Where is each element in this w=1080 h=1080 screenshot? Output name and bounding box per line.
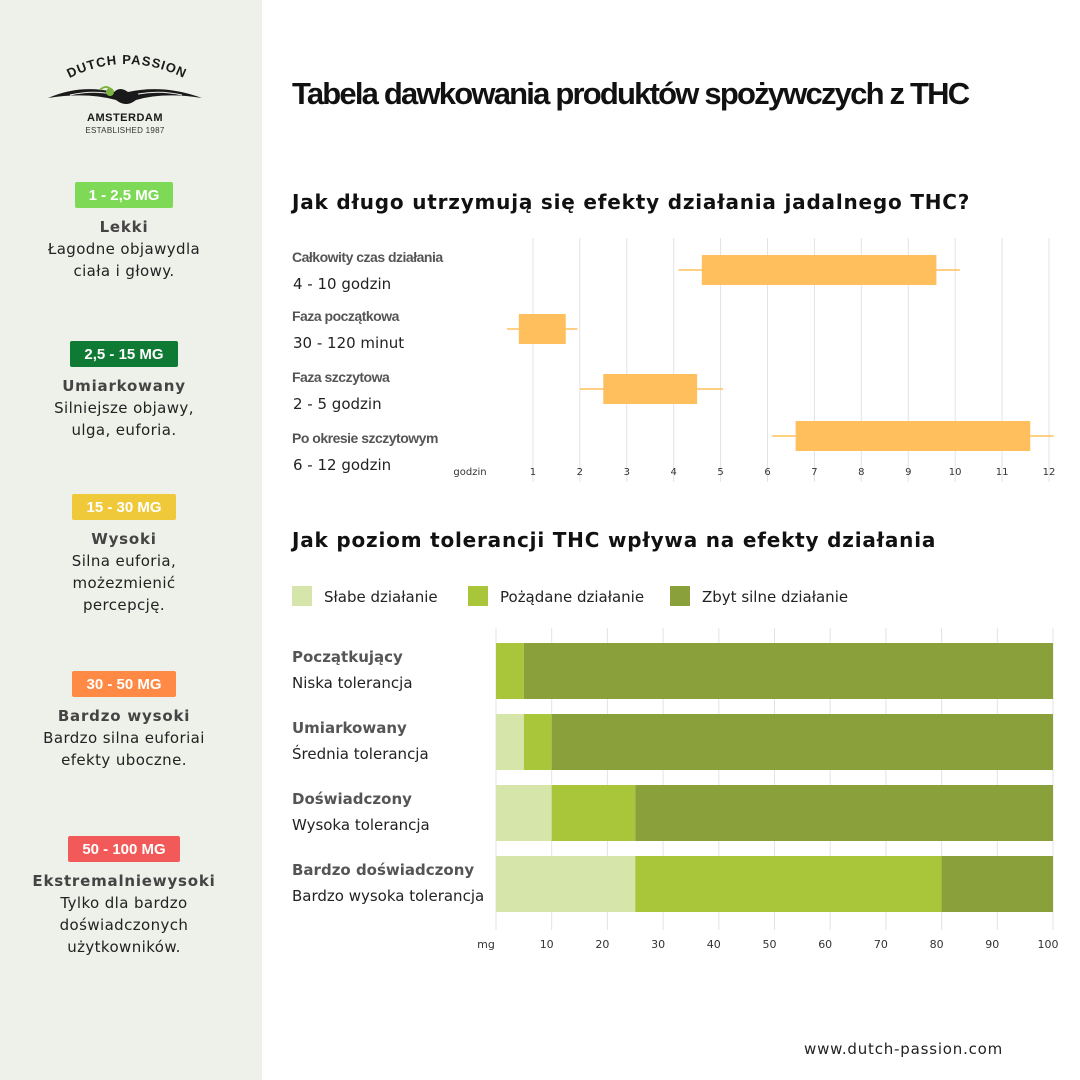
x-tick-label: 4 xyxy=(670,467,677,478)
stacked-bar-segment xyxy=(496,785,552,841)
dose-level-name: Bardzo wysoki xyxy=(57,707,191,725)
x-tick-label: 20 xyxy=(595,938,610,951)
x-tick-label: 50 xyxy=(762,938,777,951)
website-url: www.dutch-passion.com xyxy=(804,1040,1004,1058)
x-tick-label: 1 xyxy=(529,467,537,478)
legend-swatch xyxy=(670,586,690,606)
x-tick-label: 80 xyxy=(929,938,944,951)
category-label: Początkujący xyxy=(292,648,403,666)
x-tick-label: 60 xyxy=(818,938,833,951)
stacked-bar-segment xyxy=(496,643,524,699)
phase-label: Całkowity czas działania xyxy=(292,249,443,265)
phase-label: Po okresie szczytowym xyxy=(292,430,438,446)
logo-city: AMSTERDAM xyxy=(87,112,163,124)
x-tick-label: 12 xyxy=(1042,467,1056,478)
stacked-bar-segment xyxy=(552,714,1053,770)
legend-label: Pożądane działanie xyxy=(500,588,645,606)
stacked-bar-segment xyxy=(635,856,941,912)
x-tick-label: 70 xyxy=(873,938,888,951)
description-line: Łagodne objawydla xyxy=(47,240,201,258)
x-tick-label: 10 xyxy=(539,938,554,951)
x-tick-label: 11 xyxy=(995,467,1009,478)
x-tick-label: 30 xyxy=(651,938,666,951)
stacked-bar-segment xyxy=(524,714,552,770)
phase-label: Faza szczytowa xyxy=(292,369,390,385)
description-line: percepcję. xyxy=(83,596,165,614)
phase-duration: 2 - 5 godzin xyxy=(293,395,382,413)
category-sublabel: Wysoka tolerancja xyxy=(292,816,430,834)
legend-label: Zbyt silne działanie xyxy=(702,588,849,606)
stacked-bar-segment xyxy=(942,856,1053,912)
x-axis-label: mg xyxy=(477,938,495,951)
stacked-bar-segment xyxy=(524,643,1053,699)
category-sublabel: Średnia tolerancja xyxy=(292,745,429,763)
dose-badge: 1 - 2,5 MG xyxy=(75,182,174,208)
category-sublabel: Bardzo wysoka tolerancja xyxy=(292,887,485,905)
svg-text:DUTCH PASSION: DUTCH PASSION xyxy=(64,51,190,81)
dose-badge: 2,5 - 15 MG xyxy=(70,341,177,367)
dose-badge: 15 - 30 MG xyxy=(72,494,175,520)
category-label: Umiarkowany xyxy=(292,719,407,737)
x-tick-label: 6 xyxy=(764,467,771,478)
description-line: doświadczonych xyxy=(59,916,189,934)
page-title: Tabela dawkowania produktów spożywczych z THC xyxy=(292,76,969,111)
dose-level-name: Wysoki xyxy=(91,530,157,548)
x-tick-label: 100 xyxy=(1037,938,1059,951)
description-line: Silna euforia, xyxy=(71,552,177,570)
x-tick-label: 8 xyxy=(858,467,865,478)
description-line: efekty uboczne. xyxy=(61,751,187,769)
dose-level-name: Ekstremalniewysoki xyxy=(32,872,216,890)
stacked-bar-segment xyxy=(496,714,524,770)
logo-established: ESTABLISHED 1987 xyxy=(85,126,165,135)
dose-level-name: Umiarkowany xyxy=(62,377,186,395)
duration-section-heading: Jak długo utrzymują się efekty działania jadalnego THC? xyxy=(292,190,971,214)
dose-badge: 50 - 100 MG xyxy=(68,836,179,862)
description-line: Silniejsze objawy, xyxy=(54,399,194,417)
phase-duration: 30 - 120 minut xyxy=(293,334,405,352)
stacked-bar-segment xyxy=(496,856,635,912)
category-label: Bardzo doświadczony xyxy=(292,861,475,879)
x-tick-label: 7 xyxy=(811,467,818,478)
x-tick-label: 90 xyxy=(985,938,1000,951)
description-line: ciała i głowy. xyxy=(73,262,175,280)
phase-duration: 4 - 10 godzin xyxy=(293,275,392,293)
stacked-bar-segment xyxy=(635,785,1053,841)
x-axis-label: godzin xyxy=(453,467,487,478)
x-tick-label: 5 xyxy=(717,467,724,478)
phase-duration: 6 - 12 godzin xyxy=(293,456,392,474)
description-line: ulga, euforia. xyxy=(71,421,177,439)
description-line: Bardzo silna euforiai xyxy=(43,729,205,747)
x-tick-label: 10 xyxy=(948,467,962,478)
x-tick-label: 2 xyxy=(576,467,584,478)
legend-swatch xyxy=(292,586,312,606)
legend-label: Słabe działanie xyxy=(324,588,438,606)
x-tick-label: 3 xyxy=(623,467,630,478)
x-tick-label: 9 xyxy=(905,467,912,478)
description-line: Tylko dla bardzo xyxy=(60,894,188,912)
x-tick-label: 40 xyxy=(706,938,721,951)
description-line: możezmienić xyxy=(72,574,176,592)
description-line: użytkowników. xyxy=(67,938,181,956)
legend-swatch xyxy=(468,586,488,606)
phase-label: Faza początkowa xyxy=(292,308,399,324)
stacked-bar-segment xyxy=(552,785,636,841)
tolerance-section-heading: Jak poziom tolerancji THC wpływa na efekty działania xyxy=(292,528,937,552)
category-sublabel: Niska tolerancja xyxy=(292,674,413,692)
category-label: Doświadczony xyxy=(292,790,412,808)
dose-level-name: Lekki xyxy=(99,218,149,236)
dose-badge: 30 - 50 MG xyxy=(72,671,175,697)
